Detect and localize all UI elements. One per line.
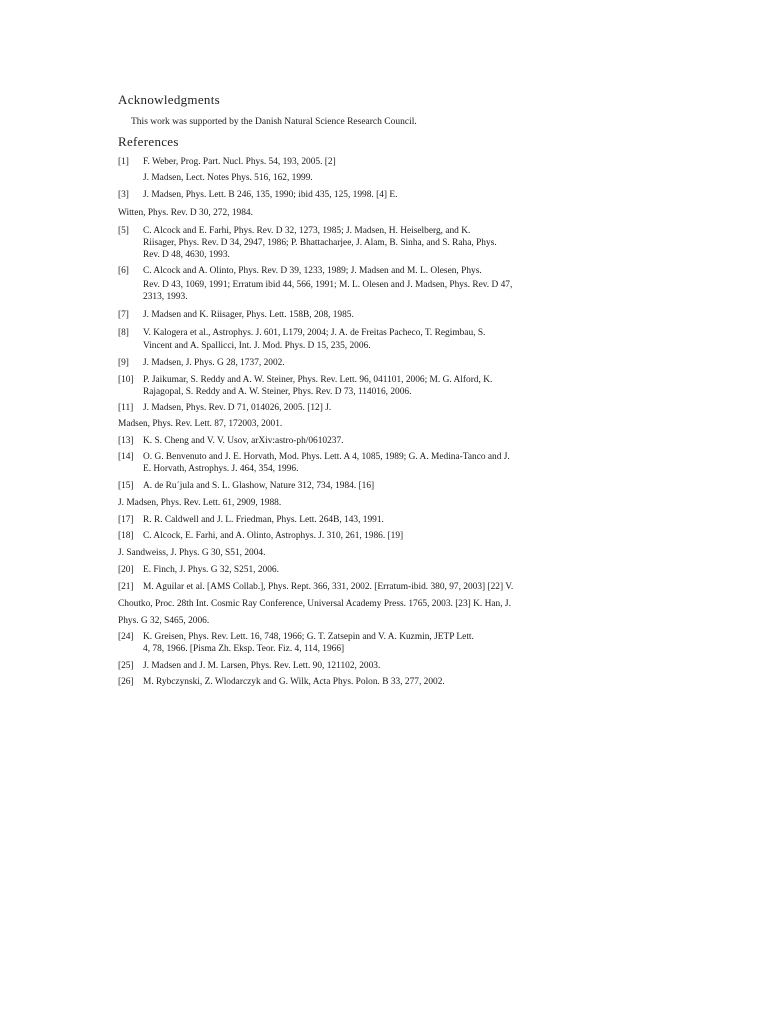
reference-tag: [14] (118, 452, 134, 462)
reference-text: Rev. D 43, 1069, 1991; Erratum ibid 44, 566, 1991; M. L. Olesen and J. Madsen, Phys. Rev. D 47, (143, 280, 513, 290)
reference-line (118, 452, 510, 463)
reference-tag: [9] (118, 358, 129, 368)
reference-text: Riisager, Phys. Rev. D 34, 2947, 1986; P. Bhattacharjee, J. Alam, B. Sinha, and S. Raha, Phys. (143, 238, 497, 248)
reference-line (143, 341, 371, 352)
reference-line (118, 481, 374, 492)
acknowledgments-text: This work was supported by the Danish Natural Science Research Council. (131, 117, 417, 127)
reference-text: J. Madsen, J. Phys. G 28, 1737, 2002. (143, 358, 285, 368)
acknowledgments-heading: Acknowledgments (118, 92, 220, 107)
reference-text: R. R. Caldwell and J. L. Friedman, Phys. Lett. 264B, 143, 1991. (143, 515, 384, 525)
reference-tag: [5] (118, 226, 129, 236)
reference-tag: [26] (118, 677, 134, 687)
reference-text: M. Aguilar et al. [AMS Collab.], Phys. Rept. 366, 331, 2002. [Erratum-ibid. 380, 97, 2003] [22] V. (143, 582, 514, 592)
references-heading: References (118, 134, 179, 149)
reference-tag: [25] (118, 661, 134, 671)
reference-text: J. Madsen and J. M. Larsen, Phys. Rev. Lett. 90, 121102, 2003. (143, 661, 381, 671)
reference-text: Vincent and A. Spallicci, Int. J. Mod. Phys. D 15, 235, 2006. (143, 341, 371, 351)
reference-text: K. S. Cheng and V. V. Usov, arXiv:astro-ph/0610237. (143, 436, 344, 446)
reference-text: Madsen, Phys. Rev. Lett. 87, 172003, 2001. (118, 419, 283, 429)
reference-tag: [20] (118, 565, 134, 575)
reference-text: J. Madsen, Lect. Notes Phys. 516, 162, 1999. (143, 173, 313, 183)
reference-line (118, 419, 282, 430)
reference-line (118, 531, 403, 542)
reference-tag: [15] (118, 481, 134, 491)
reference-text: C. Alcock, E. Farhi, and A. Olinto, Astrophys. J. 310, 261, 1986. [19] (143, 531, 404, 541)
reference-tag: [1] (118, 157, 129, 167)
reference-tag: [18] (118, 531, 134, 541)
reference-text: J. Madsen and K. Riisager, Phys. Lett. 158B, 208, 1985. (143, 310, 354, 320)
reference-tag: [3] (118, 190, 129, 200)
reference-tag: [8] (118, 328, 129, 338)
reference-line (118, 677, 445, 688)
reference-line (118, 266, 482, 277)
reference-line (118, 498, 281, 509)
reference-tag: [21] (118, 582, 134, 592)
reference-line (118, 548, 265, 559)
reference-text: Choutko, Proc. 28th Int. Cosmic Ray Conference, Universal Academy Press. 1765, 2003. [23] K. Han, J. (118, 599, 511, 609)
reference-text: E. Horvath, Astrophys. J. 464, 354, 1996. (143, 464, 299, 474)
reference-line (143, 464, 298, 475)
reference-line (143, 238, 497, 249)
reference-text: Rev. D 48, 4630, 1993. (143, 250, 230, 260)
reference-line (143, 280, 512, 291)
reference-tag: [13] (118, 436, 134, 446)
reference-tag: [7] (118, 310, 129, 320)
reference-text: C. Alcock and A. Olinto, Phys. Rev. D 39, 1233, 1989; J. Madsen and M. L. Olesen, Phys. (143, 266, 482, 276)
reference-text: E. Finch, J. Phys. G 32, S251, 2006. (143, 565, 279, 575)
reference-text: K. Greisen, Phys. Rev. Lett. 16, 748, 1966; G. T. Zatsepin and V. A. Kuzmin, JETP Lett. (143, 632, 474, 642)
reference-text: 4, 78, 1966. [Pisma Zh. Eksp. Teor. Fiz. 4, 114, 1966] (143, 644, 345, 654)
reference-line (118, 436, 344, 447)
reference-tag: [24] (118, 632, 134, 642)
reference-line (118, 375, 492, 386)
reference-line (118, 358, 285, 369)
reference-line (118, 328, 485, 339)
reference-text: Phys. G 32, S465, 2006. (118, 616, 210, 626)
reference-line (143, 644, 344, 655)
reference-line (143, 173, 313, 184)
reference-text: O. G. Benvenuto and J. E. Horvath, Mod. Phys. Lett. A 4, 1085, 1989; G. A. Medina-Tanco and J. (143, 452, 510, 462)
reference-line (118, 599, 511, 610)
reference-text: P. Jaikumar, S. Reddy and A. W. Steiner, Phys. Rev. Lett. 96, 041101, 2006; M. G. Alford, K. (143, 375, 493, 385)
reference-line (143, 292, 188, 303)
reference-text: F. Weber, Prog. Part. Nucl. Phys. 54, 193, 2005. [2] (143, 157, 336, 167)
reference-line (118, 157, 336, 168)
reference-text: J. Madsen, Phys. Rev. Lett. 61, 2909, 1988. (118, 498, 282, 508)
reference-line (118, 616, 209, 627)
reference-line (118, 565, 279, 576)
reference-line (118, 632, 474, 643)
reference-tag: [10] (118, 375, 134, 385)
reference-text: Rajagopal, S. Reddy and A. W. Steiner, Phys. Rev. D 73, 114016, 2006. (143, 387, 412, 397)
reference-line (118, 226, 470, 237)
reference-text: 2313, 1993. (143, 292, 188, 302)
reference-line (118, 190, 397, 201)
reference-line (143, 250, 230, 261)
reference-text: V. Kalogera et al., Astrophys. J. 601, L179, 2004; J. A. de Freitas Pacheco, T. Regimbau, S. (143, 328, 486, 338)
reference-line (118, 403, 331, 414)
reference-tag: [11] (118, 403, 134, 413)
reference-text: M. Rybczynski, Z. Wlodarczyk and G. Wilk, Acta Phys. Polon. B 33, 277, 2002. (143, 677, 445, 687)
reference-text: Witten, Phys. Rev. D 30, 272, 1984. (118, 208, 253, 218)
reference-line (118, 661, 380, 672)
reference-line (118, 582, 513, 593)
reference-line (118, 310, 354, 321)
reference-line (118, 515, 384, 526)
reference-tag: [6] (118, 266, 129, 276)
reference-text: C. Alcock and E. Farhi, Phys. Rev. D 32, 1273, 1985; J. Madsen, H. Heiselberg, and K. (143, 226, 471, 236)
reference-text: A. de Ru´jula and S. L. Glashow, Nature 312, 734, 1984. [16] (143, 481, 375, 491)
reference-text: J. Madsen, Phys. Lett. B 246, 135, 1990; ibid 435, 125, 1998. [4] E. (143, 190, 398, 200)
reference-line (118, 208, 253, 219)
reference-text: J. Madsen, Phys. Rev. D 71, 014026, 2005. [12] J. (143, 403, 332, 413)
reference-line (143, 387, 411, 398)
reference-tag: [17] (118, 515, 134, 525)
reference-text: J. Sandweiss, J. Phys. G 30, S51, 2004. (118, 548, 266, 558)
